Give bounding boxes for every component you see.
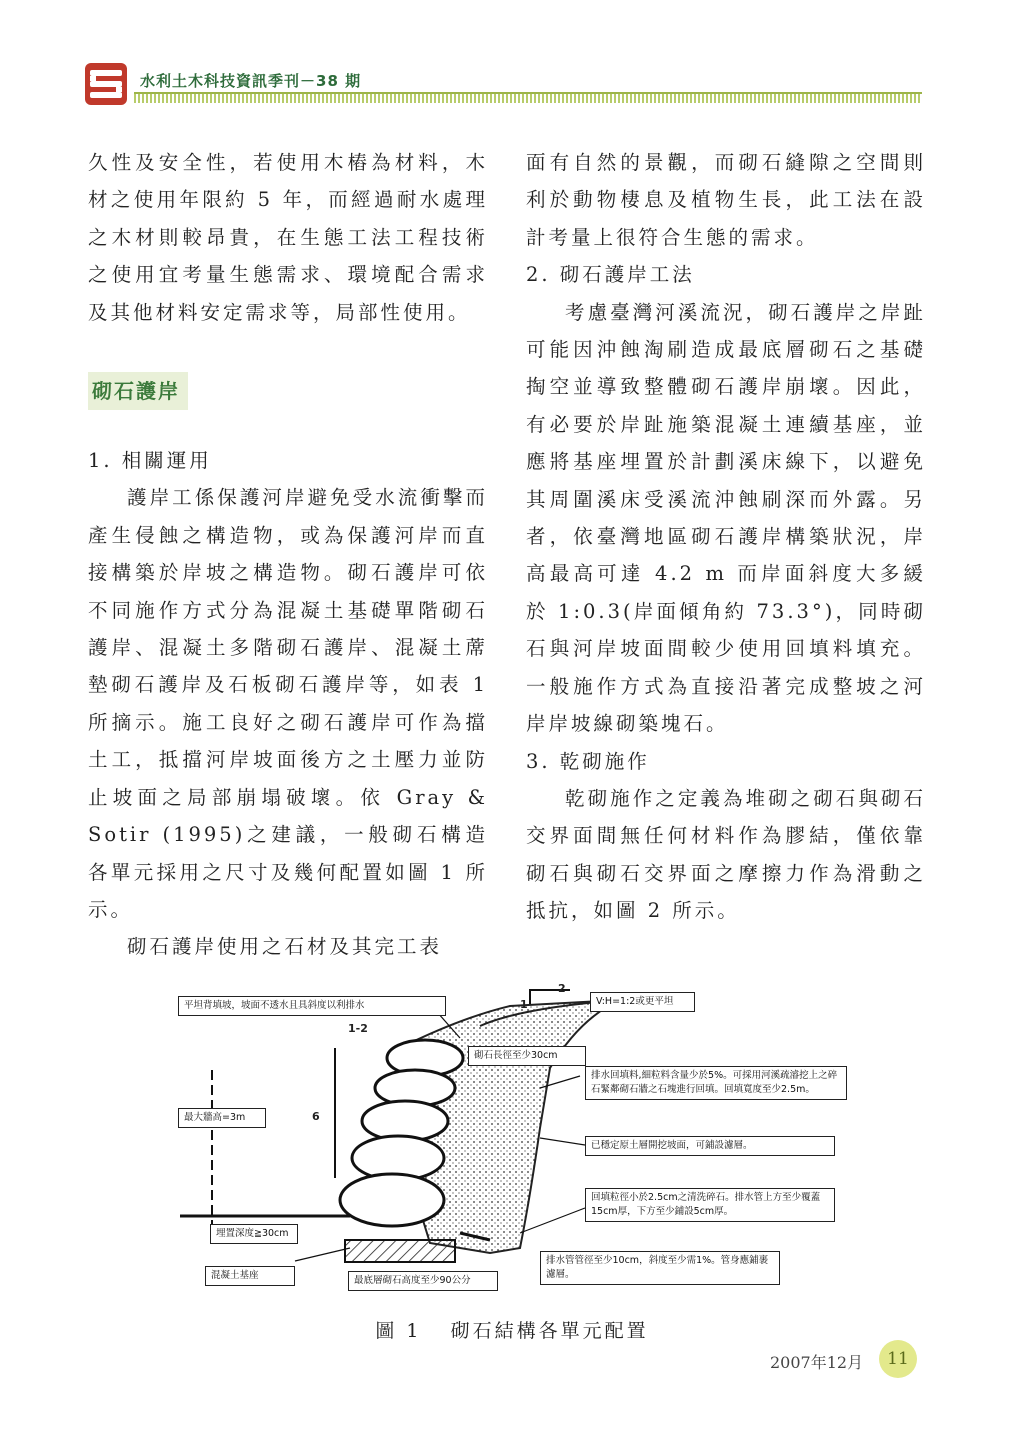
figure-caption-text: 砌石結構各單元配置: [450, 1320, 649, 1342]
note-concrete-base: 混凝土基座: [205, 1266, 295, 1286]
left-paragraph-3: 砌石護岸使用之石材及其完工表: [127, 935, 443, 959]
note-drain-pipe: 排水管管徑至少10cm，斜度至少需1%。管身應鋪裹濾層。: [540, 1251, 780, 1285]
note-drain-fill: 排水回填料,細粒料含量少於5%。可採用河溪疏濬挖上之碎石緊鄰砌石牆之石塊進行回填。回填寬度至少2.5m。: [585, 1066, 847, 1100]
journal-logo: [84, 62, 128, 106]
leader: [540, 1138, 585, 1145]
left-column: [88, 144, 488, 966]
figure-caption-label: 圖 1: [375, 1320, 422, 1342]
right-paragraph-3: 乾砌施作之定義為堆砌之砌石與砌石交界面間無任何材料作為膠結，僅依靠砌石與砌石交界面之摩擦力作為滑動之抵抗，如圖 2 所示。: [526, 786, 926, 923]
spacer: [88, 420, 488, 442]
dim-side-6: 6: [312, 1110, 320, 1123]
note-backfill-gravel: 回填粒徑小於2.5cm之清洗碎石。排水管上方至少覆蓋15cm厚，下方至少鋪設5cm厚。: [585, 1188, 835, 1222]
dim-top-2: 2: [558, 982, 566, 995]
left-paragraph-2: 護岸工係保護河岸避免受水流衝擊而產生侵蝕之構造物，或為保護河岸而直接構築於岸坡之構造物。砌石護岸可依不同施作方式分為混凝土基礎單階砌石護岸、混凝土多階砌石護岸、混凝土蓆墊砌石護岸及石板砌石護岸等，如表 1 所摘示。施工良好之砌石護岸可作為擋土工，抵擋河岸坡面後方之土壓力並防止坡面之局部崩塌破壞。依 Gray & Sotir (1995)之建議，一般砌石構造各單元採用之尺寸及幾何配置如圖 1 所示。: [88, 486, 488, 921]
subsection-heading-1: 1. 相關運用: [88, 449, 212, 473]
note-bottom-stone: 最底層砌石高度至少90公分: [348, 1271, 498, 1291]
leader: [520, 1208, 585, 1233]
header-rule: [134, 92, 922, 103]
figure-caption: [0, 1316, 1024, 1343]
left-paragraph-1: 久性及安全性，若使用木樁為材料，木材之使用年限約 5 年，而經過耐水處理之木材則較昂貴，在生態工法工程技術之使用宜考量生態需求、環境配合需求及其他材料安定需求等，局部性使用。: [88, 151, 488, 324]
right-paragraph-1: 面有自然的景觀，而砌石縫隙之空間則利於動物棲息及植物生長，此工法在設計考量上很符合生態的需求。: [526, 151, 926, 249]
footer-date: 2007年12月: [770, 1353, 864, 1372]
journal-title: 水利土木科技資訊季刊－38 期: [140, 72, 362, 90]
section-heading: 砌石護岸: [88, 372, 188, 410]
note-stone-length: 砌石長徑至少30cm: [468, 1046, 586, 1066]
stone: [340, 1174, 444, 1226]
note-vh-ratio: V:H=1:2或更平坦: [590, 992, 695, 1012]
note-max-height: 最大牆高=3m: [178, 1108, 266, 1128]
spacer: [88, 331, 488, 368]
right-paragraph-2: 考慮臺灣河溪流況，砌石護岸之岸趾可能因沖蝕淘刷造成最底層砌石之基礎掏空並導致整體砌石護岸崩壞。因此，有必要於岸趾施築混凝土連續基座，並應將基座埋置於計劃溪床線下，以避免其周圍溪床受溪流沖蝕刷深而外露。另者，依臺灣地區砌石護岸構築狀況，岸高最高可達 4.2 m 而岸面斜度大多緩於 1:0.3(岸面傾角約 73.3°)，同時砌石與河岸坡面間較少使用回填料填充。一般施作方式為直接沿著完成整坡之河岸岸坡線砌築塊石。: [526, 300, 926, 736]
leader: [295, 1248, 350, 1261]
subsection-heading-2: 2. 砌石護岸工法: [526, 263, 695, 287]
subsection-heading-3: 3. 乾砌施作: [526, 749, 650, 773]
note-excavate: 已穩定原土層開挖坡面，可鋪設濾層。: [585, 1136, 835, 1156]
figure-1: [160, 978, 860, 1298]
right-column: [526, 144, 926, 930]
page-number-badge: 11: [879, 1340, 917, 1378]
concrete-base-shape: [345, 1240, 455, 1262]
note-backfill-slope: 平坦背填坡，坡面不透水且具斜度以利排水: [178, 996, 446, 1016]
dim-top-1: 1: [520, 998, 528, 1011]
note-embed-depth: 埋置深度≧30cm: [210, 1224, 298, 1244]
dim-slope-ratio: 1-2: [348, 1022, 368, 1035]
